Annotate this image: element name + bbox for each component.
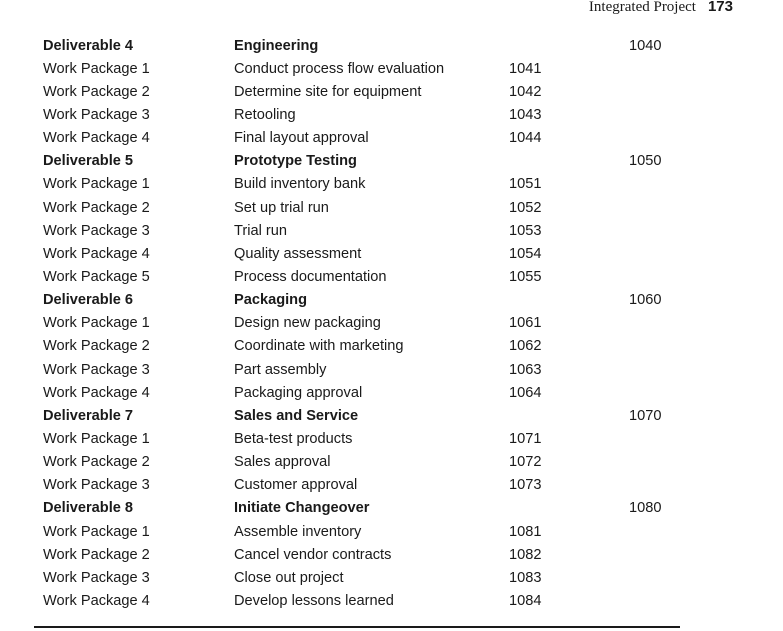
deliverable-code xyxy=(629,427,679,450)
item-label: Work Package 4 xyxy=(43,592,150,609)
item-label: Work Package 3 xyxy=(43,106,150,123)
work-package-code: 1063 xyxy=(509,361,542,378)
task-description: Prototype Testing xyxy=(234,153,357,170)
task-description: Part assembly xyxy=(234,361,327,378)
work-package-code: 1084 xyxy=(509,592,542,609)
work-package-row xyxy=(43,358,679,381)
work-package-row xyxy=(43,543,679,566)
item-label: Work Package 2 xyxy=(43,199,150,216)
wbs-table xyxy=(43,34,679,613)
work-package-code: 1072 xyxy=(509,454,542,471)
table-bottom-rule xyxy=(34,626,680,628)
deliverable-code xyxy=(629,358,679,381)
task-description: Quality assessment xyxy=(234,245,362,262)
task-description: Process documentation xyxy=(234,268,387,285)
work-package-code xyxy=(509,289,629,312)
task-description: Conduct process flow evaluation xyxy=(234,60,445,77)
work-package-code xyxy=(509,404,629,427)
work-package-code: 1082 xyxy=(509,546,542,563)
deliverable-code xyxy=(629,312,679,335)
deliverable-row xyxy=(43,34,679,57)
work-package-row xyxy=(43,196,679,219)
item-label: Work Package 1 xyxy=(43,523,150,540)
work-package-code: 1041 xyxy=(509,60,542,77)
deliverable-row xyxy=(43,150,679,173)
task-description: Cancel vendor contracts xyxy=(234,546,392,563)
running-head-title: Integrated Project xyxy=(588,0,696,15)
work-package-code: 1054 xyxy=(509,245,542,262)
work-package-code: 1044 xyxy=(509,130,542,147)
deliverable-code xyxy=(629,127,679,150)
work-package-row xyxy=(43,427,679,450)
deliverable-code: 1070 xyxy=(629,407,662,424)
item-label: Deliverable 6 xyxy=(43,292,134,309)
item-label: Work Package 1 xyxy=(43,176,150,193)
deliverable-code xyxy=(629,335,679,358)
item-label: Work Package 1 xyxy=(43,430,150,447)
deliverable-code xyxy=(629,520,679,543)
work-package-row xyxy=(43,451,679,474)
item-label: Work Package 5 xyxy=(43,268,150,285)
deliverable-row xyxy=(43,404,679,427)
work-package-code: 1081 xyxy=(509,523,542,540)
work-package-row xyxy=(43,335,679,358)
work-package-code xyxy=(509,497,629,520)
task-description: Trial run xyxy=(234,222,287,239)
task-description: Sales approval xyxy=(234,454,331,471)
task-description: Sales and Service xyxy=(234,407,359,424)
work-package-code: 1061 xyxy=(509,315,542,332)
deliverable-code xyxy=(629,57,679,80)
deliverable-code xyxy=(629,381,679,404)
task-description: Determine site for equipment xyxy=(234,83,422,100)
item-label: Deliverable 7 xyxy=(43,407,134,424)
deliverable-code: 1080 xyxy=(629,500,662,517)
work-package-row xyxy=(43,589,679,612)
task-description: Initiate Changeover xyxy=(234,500,370,517)
item-label: Work Package 3 xyxy=(43,477,150,494)
item-label: Work Package 1 xyxy=(43,315,150,332)
deliverable-code xyxy=(629,566,679,589)
work-package-row xyxy=(43,127,679,150)
item-label: Work Package 4 xyxy=(43,384,150,401)
work-package-row xyxy=(43,80,679,103)
work-package-code: 1083 xyxy=(509,569,542,586)
deliverable-code xyxy=(629,543,679,566)
deliverable-code xyxy=(629,173,679,196)
wbs-table-body xyxy=(43,34,679,613)
work-package-row xyxy=(43,265,679,288)
item-label: Deliverable 4 xyxy=(43,37,134,54)
item-label: Work Package 2 xyxy=(43,83,150,100)
task-description: Packaging approval xyxy=(234,384,363,401)
item-label: Work Package 3 xyxy=(43,569,150,586)
task-description: Final layout approval xyxy=(234,130,369,147)
item-label: Work Package 2 xyxy=(43,338,150,355)
task-description: Build inventory bank xyxy=(234,176,366,193)
work-package-row xyxy=(43,381,679,404)
task-description: Close out project xyxy=(234,569,344,586)
deliverable-code xyxy=(629,219,679,242)
work-package-code: 1042 xyxy=(509,83,542,100)
deliverable-code xyxy=(629,196,679,219)
work-package-code: 1053 xyxy=(509,222,542,239)
work-package-code: 1071 xyxy=(509,430,542,447)
work-package-code xyxy=(509,34,629,57)
task-description: Engineering xyxy=(234,37,319,54)
item-label: Work Package 3 xyxy=(43,222,150,239)
task-description: Retooling xyxy=(234,106,296,123)
work-package-row xyxy=(43,474,679,497)
deliverable-code: 1050 xyxy=(629,153,662,170)
item-label: Work Package 2 xyxy=(43,546,150,563)
work-package-code: 1073 xyxy=(509,477,542,494)
work-package-row xyxy=(43,173,679,196)
task-description: Set up trial run xyxy=(234,199,329,216)
work-package-row xyxy=(43,57,679,80)
task-description: Customer approval xyxy=(234,477,358,494)
deliverable-code: 1060 xyxy=(629,292,662,309)
work-package-code: 1064 xyxy=(509,384,542,401)
item-label: Deliverable 5 xyxy=(43,153,134,170)
item-label: Work Package 2 xyxy=(43,454,150,471)
task-description: Develop lessons learned xyxy=(234,592,394,609)
work-package-row xyxy=(43,520,679,543)
deliverable-code xyxy=(629,451,679,474)
page-number: 173 xyxy=(707,0,733,15)
deliverable-code: 1040 xyxy=(629,37,662,54)
task-description: Beta-test products xyxy=(234,430,353,447)
deliverable-code xyxy=(629,589,679,612)
work-package-code: 1051 xyxy=(509,176,542,193)
deliverable-row xyxy=(43,289,679,312)
item-label: Deliverable 8 xyxy=(43,500,134,517)
work-package-code: 1062 xyxy=(509,338,542,355)
item-label: Work Package 4 xyxy=(43,245,150,262)
deliverable-code xyxy=(629,265,679,288)
work-package-code: 1052 xyxy=(509,199,542,216)
work-package-row xyxy=(43,566,679,589)
item-label: Work Package 1 xyxy=(43,60,150,77)
work-package-row xyxy=(43,312,679,335)
deliverable-code xyxy=(629,80,679,103)
task-description: Assemble inventory xyxy=(234,523,362,540)
task-description: Design new packaging xyxy=(234,315,381,332)
work-package-row xyxy=(43,242,679,265)
task-description: Coordinate with marketing xyxy=(234,338,404,355)
work-package-code: 1055 xyxy=(509,268,542,285)
deliverable-code xyxy=(629,242,679,265)
item-label: Work Package 4 xyxy=(43,130,150,147)
item-label: Work Package 3 xyxy=(43,361,150,378)
work-package-code xyxy=(509,150,629,173)
work-package-row xyxy=(43,103,679,126)
deliverable-row xyxy=(43,497,679,520)
task-description: Packaging xyxy=(234,292,307,309)
running-head xyxy=(589,0,733,16)
work-package-row xyxy=(43,219,679,242)
deliverable-code xyxy=(629,474,679,497)
work-package-code: 1043 xyxy=(509,106,542,123)
deliverable-code xyxy=(629,103,679,126)
